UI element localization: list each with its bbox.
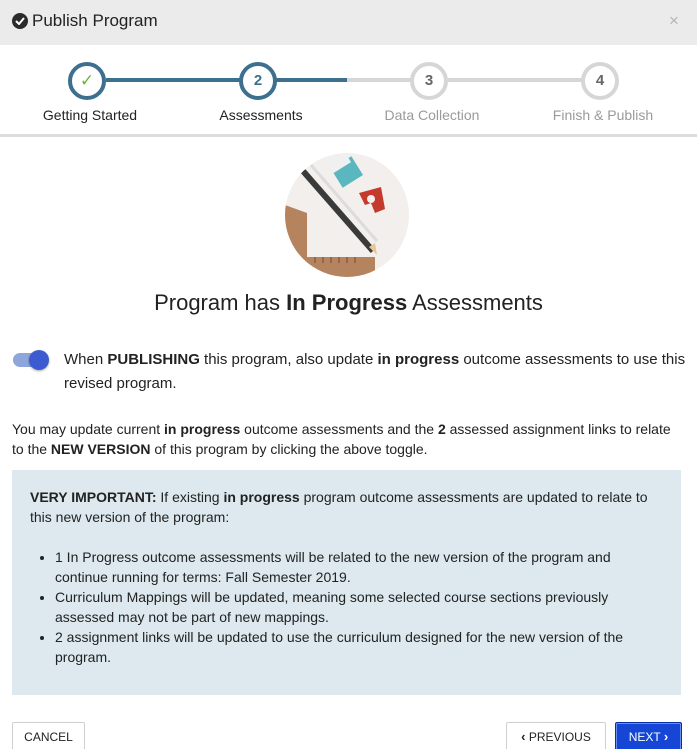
heading-suffix: Assessments (407, 290, 543, 315)
previous-label: PREVIOUS (528, 730, 591, 744)
next-label: NEXT (628, 730, 661, 744)
cancel-button[interactable]: CANCEL (12, 722, 85, 749)
step-connector-complete (106, 78, 242, 82)
notice-intro: VERY IMPORTANT: If existing in progress program outcome assessments are updated to relate to this new version of the program: (30, 489, 648, 525)
heading-emphasis: In Progress (286, 290, 408, 315)
toggle-knob (29, 350, 49, 370)
step-4-label: Finish & Publish (552, 107, 654, 123)
step-3-number: 3 (410, 62, 448, 100)
dialog-titlebar (0, 0, 697, 45)
step-3-label: Data Collection (384, 107, 480, 123)
wizard-stepper (0, 45, 697, 137)
page-heading (0, 290, 697, 316)
important-notice (12, 470, 681, 695)
description-text: You may update current in progress outcome assessments and the 2 assessed assignment links to relate to the NEW VERSION of this program by clicking the above toggle. (12, 421, 671, 457)
toggle-label: When PUBLISHING this program, also update in progress outcome assessments to use this revised program. (64, 351, 686, 392)
step-connector-upcoming (448, 78, 582, 82)
list-item: • 2 assignment links will be updated to use the curriculum designed for the new version of the program. (55, 627, 663, 667)
step-connector-upcoming (347, 78, 411, 82)
notice-list (30, 547, 663, 667)
heading-prefix: Program has (154, 290, 287, 315)
previous-button[interactable] (506, 722, 606, 749)
step-connector-current (276, 78, 347, 82)
next-button[interactable] (615, 722, 682, 749)
step-1-label: Getting Started (42, 107, 138, 123)
chevron-left-icon: ‹ (521, 729, 526, 744)
update-assessments-toggle[interactable] (12, 349, 50, 371)
list-item: • 1 In Progress outcome assessments will be related to the new version of the program and continue running for terms: Fall Semester 2019. (55, 547, 663, 587)
dialog-title: Publish Program (32, 11, 158, 30)
close-icon[interactable]: × (669, 11, 679, 30)
drafting-tools-icon (285, 153, 409, 277)
step-2-number[interactable]: 2 (239, 62, 277, 100)
check-circle-icon (12, 13, 28, 29)
chevron-right-icon: › (663, 729, 669, 744)
step-4-number: 4 (581, 62, 619, 100)
step-2-label: Assessments (219, 107, 303, 123)
step-1-check-icon[interactable]: ✓ (68, 62, 106, 100)
list-item: • Curriculum Mappings will be updated, meaning some selected course sections previously assessed may not be part of new mappings. (55, 587, 663, 627)
